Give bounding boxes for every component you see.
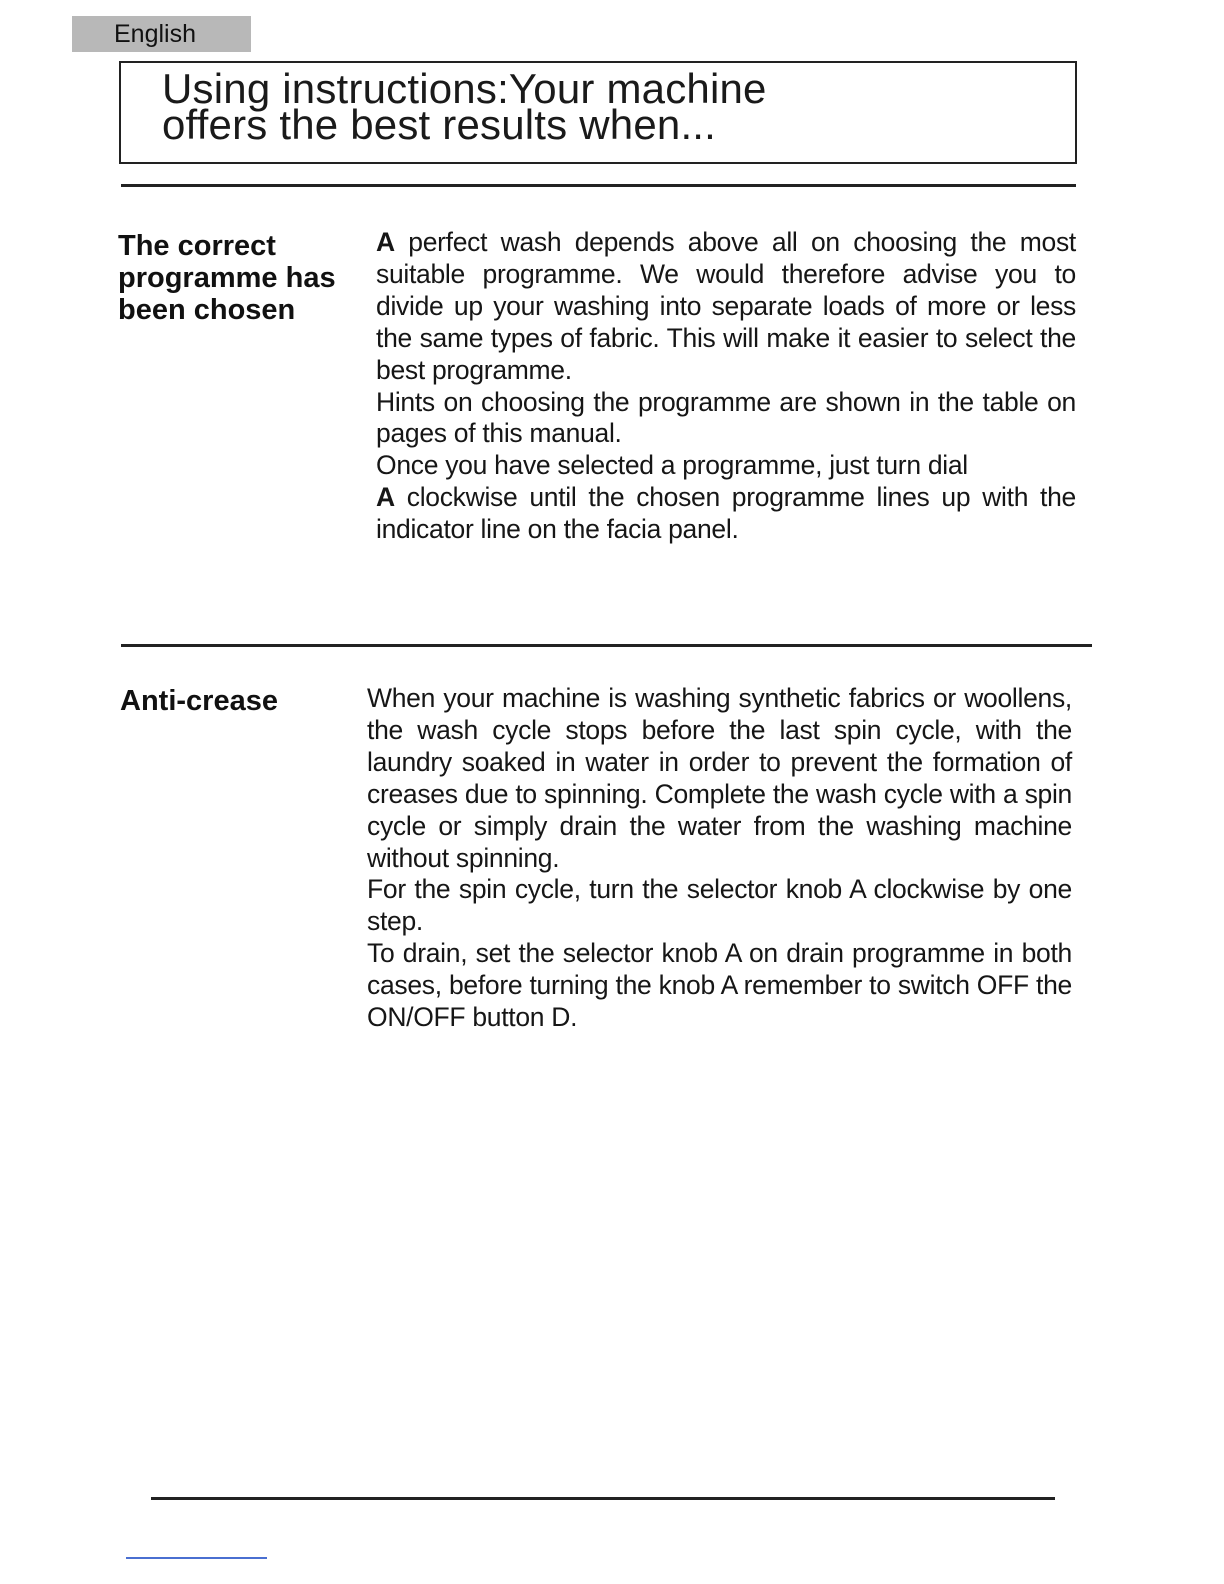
paragraph-lead: A (376, 227, 395, 257)
divider-top (121, 184, 1076, 187)
page-title: Using instructions:Your machine offers the best results when... (162, 65, 767, 148)
paragraph (367, 683, 1072, 874)
section-body-correct-programme (376, 227, 1076, 546)
paragraph (376, 450, 1076, 482)
paragraph-text: perfect wash depends above all on choosing the most suitable programme. We would therefore advise you to divide up your washing into separate loads of more or less the same types of fabric. This will make it easier to select the best programme. (376, 227, 1076, 385)
title-box (119, 61, 1077, 164)
section-body-anti-crease (367, 683, 1072, 1034)
divider-bottom (151, 1497, 1055, 1500)
paragraph-text: When your machine is washing synthetic fabrics or woollens, the wash cycle stops before the last spin cycle, with the laundry soaked in water in order to prevent the formation of creases due to spinning. Complete the wash cycle with a spin cycle or simply drain the water from the washing machine without spinning. (367, 683, 1072, 873)
paragraph (367, 938, 1072, 1034)
section-heading-correct-programme: The correct programme has been chosen (118, 230, 336, 326)
divider-middle (121, 644, 1092, 647)
paragraph-text: For the spin cycle, turn the selector knob A clockwise by one step. (367, 874, 1072, 937)
footer-link-underline (126, 1557, 267, 1559)
paragraph-text: Hints on choosing the programme are shown in the table on pages of this manual. (376, 386, 1076, 449)
section-heading-anti-crease: Anti-crease (120, 685, 278, 717)
paragraph (367, 874, 1072, 938)
paragraph-text: Once you have selected a programme, just turn dial (376, 450, 968, 481)
paragraph (376, 227, 1076, 387)
paragraph-text: clockwise until the chosen programme lines up with the indicator line on the facia panel. (376, 482, 1076, 545)
language-tab: English (72, 16, 251, 52)
paragraph (376, 387, 1076, 451)
paragraph (376, 482, 1076, 546)
paragraph-lead: A (376, 482, 395, 513)
paragraph-text: To drain, set the selector knob A on drain programme in both cases, before turning the knob A remember to switch OFF the ON/OFF button D. (367, 938, 1072, 1033)
